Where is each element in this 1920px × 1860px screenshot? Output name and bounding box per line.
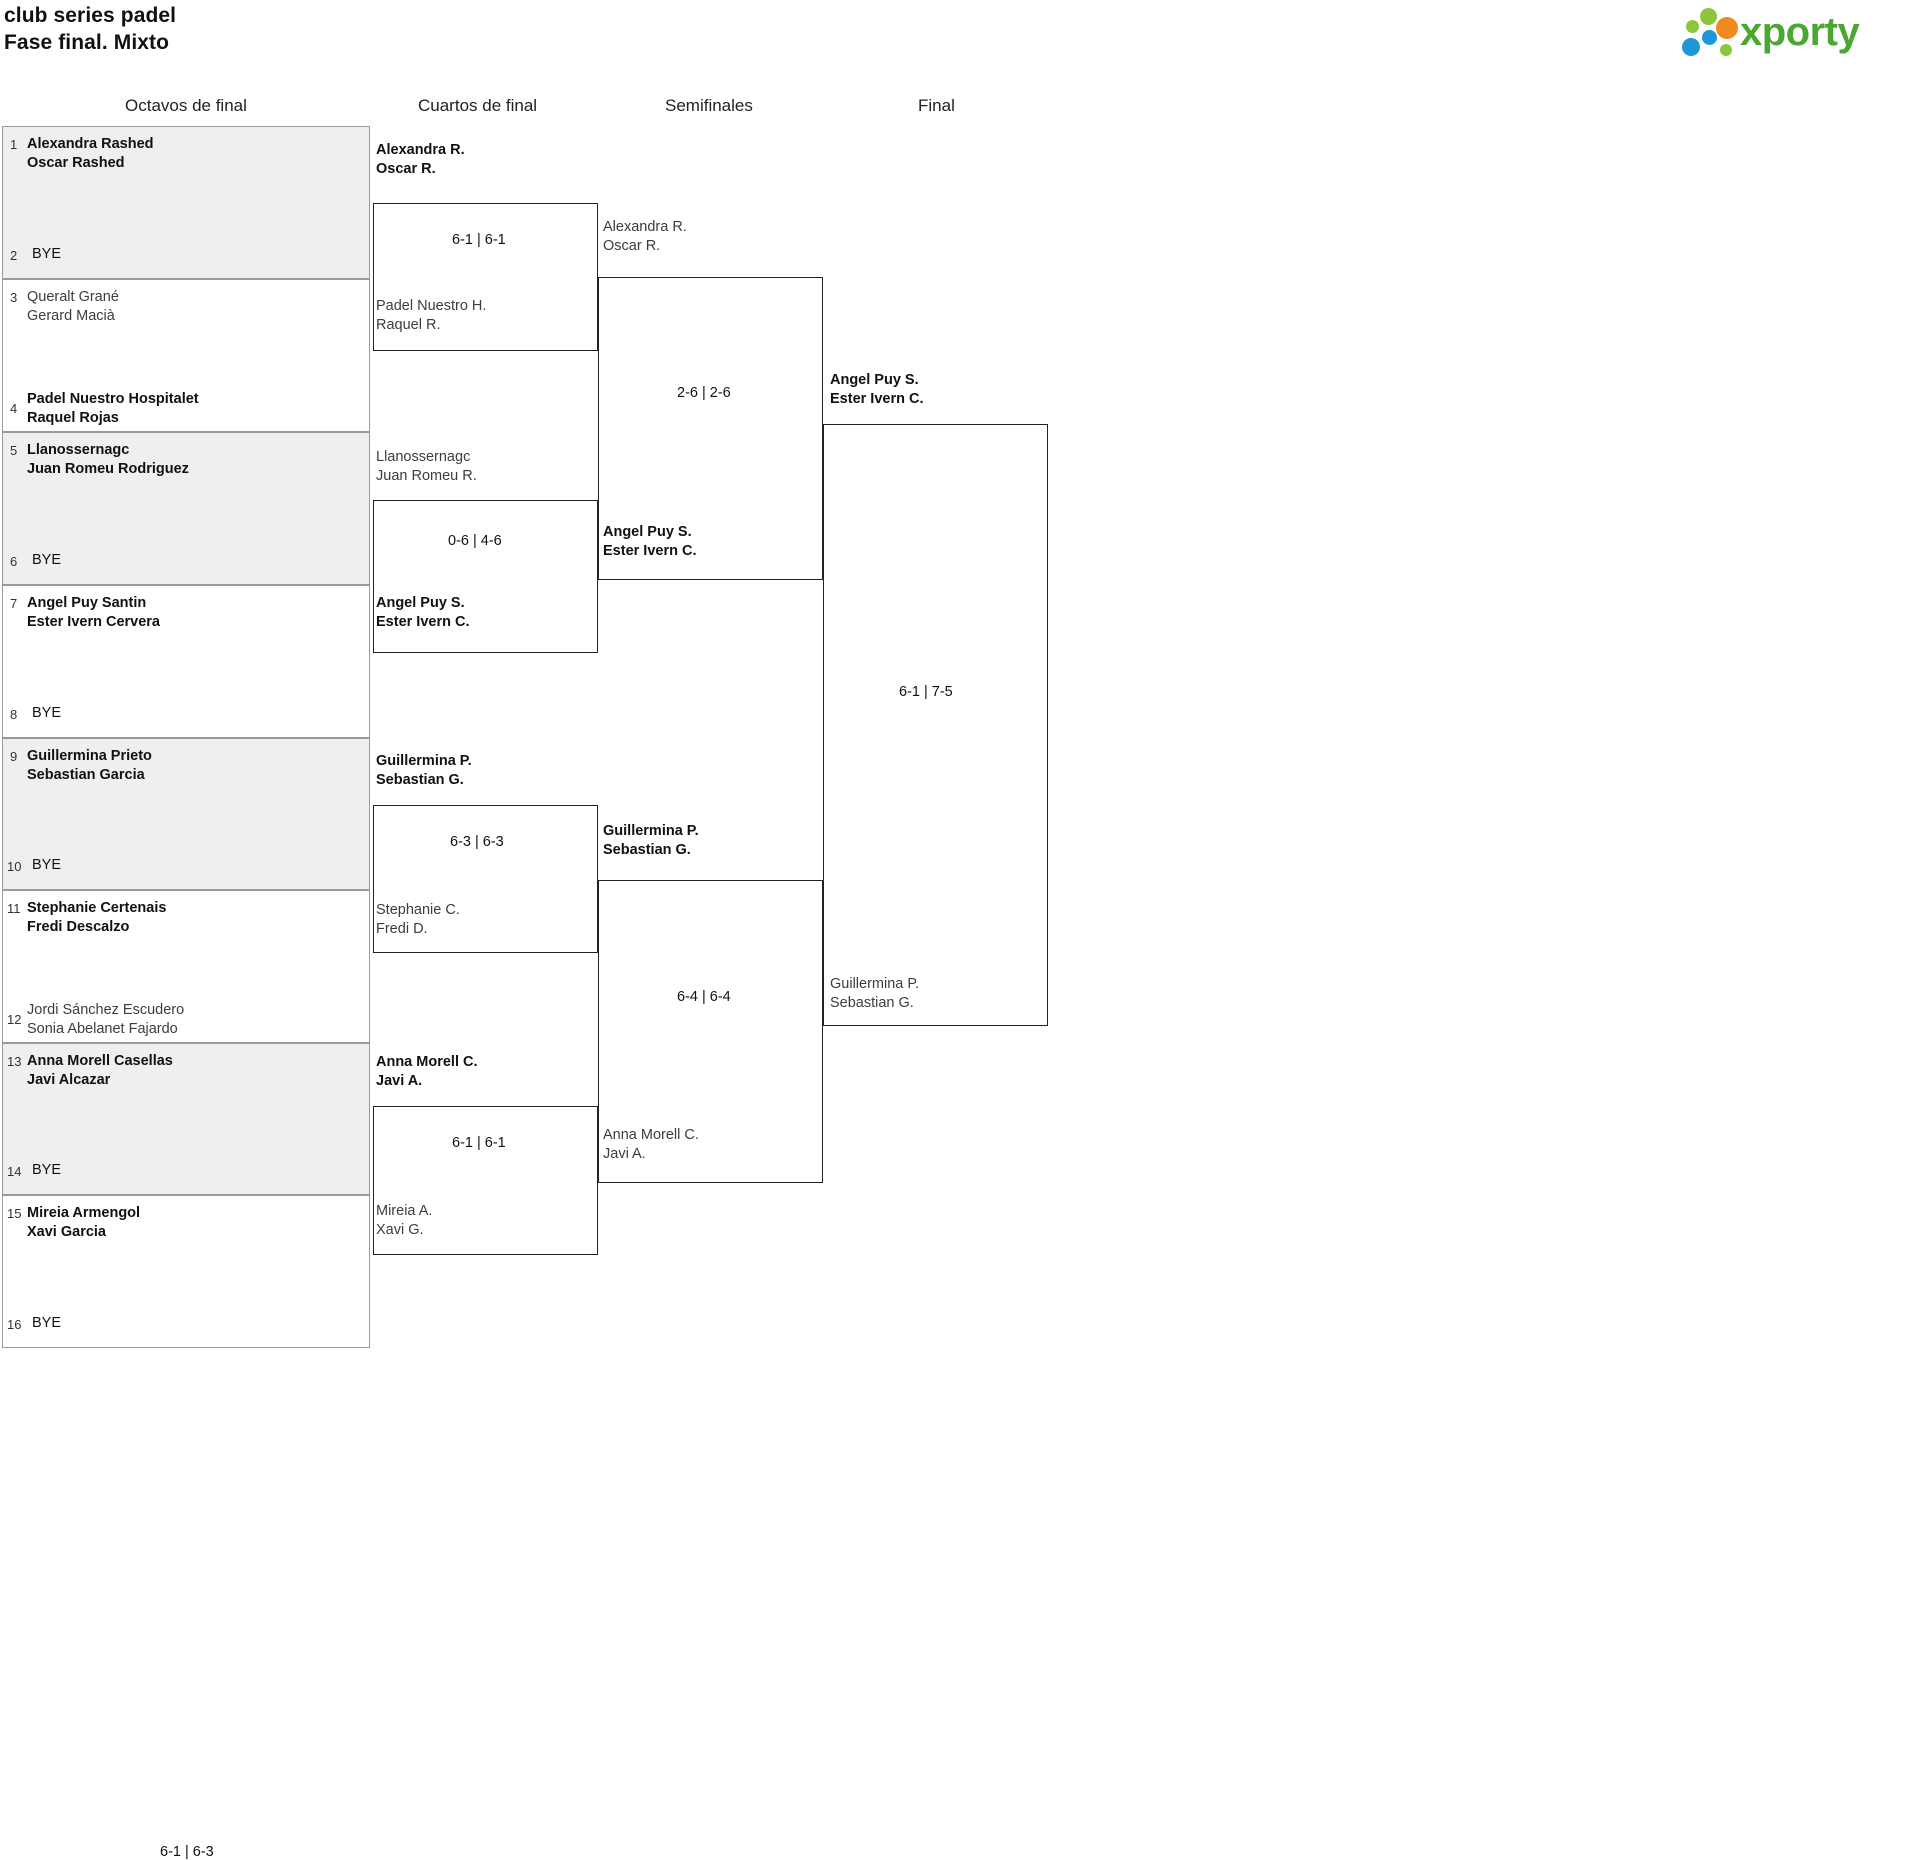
- player-line-1: Anna Morell Casellas: [27, 1053, 173, 1069]
- player-line-1: Llanossernagc: [27, 442, 130, 458]
- seed-number: 3: [10, 290, 18, 305]
- bye-label: BYE: [32, 705, 62, 721]
- match-score: 6-1 | 6-1: [452, 232, 506, 248]
- player-line-2: Ester Ivern C.: [830, 390, 924, 407]
- player-line-2: Javi Alcazar: [27, 1071, 111, 1088]
- seed-number: 13: [7, 1054, 22, 1069]
- match-score: 6-4 | 6-4: [677, 989, 731, 1005]
- seed-pair-2[interactable]: [2, 279, 370, 432]
- quarter-3-top: [376, 752, 472, 789]
- player-line-1: Guillermina P.: [830, 976, 920, 992]
- seed-number: 16: [7, 1317, 22, 1332]
- player-line-1: Alexandra Rashed: [27, 136, 154, 152]
- seed-number: 6: [10, 554, 18, 569]
- player-line-2: Sebastian G.: [830, 994, 914, 1011]
- player-line-1: Mireia A.: [376, 1203, 433, 1219]
- bye-label: BYE: [32, 1315, 62, 1331]
- quarter-4-bottom: [376, 1202, 432, 1239]
- seed-player-names: [27, 899, 166, 936]
- seed-pair-3[interactable]: [2, 432, 370, 585]
- player-line-2: Ester Ivern C.: [603, 542, 697, 559]
- player-line-2: Javi A.: [603, 1145, 646, 1162]
- page-header: [0, 0, 1920, 70]
- player-line-2: Sebastian G.: [376, 771, 464, 788]
- player-line-2: Fredi D.: [376, 920, 428, 937]
- player-line-2: Sonia Abelanet Fajardo: [27, 1020, 178, 1037]
- match-score: 2-6 | 2-6: [677, 385, 731, 401]
- quarter-4-top: [376, 1053, 478, 1090]
- player-line-1: Jordi Sánchez Escudero: [27, 1002, 185, 1018]
- semi-2-bottom: [603, 1126, 699, 1163]
- bye-label: BYE: [32, 1162, 62, 1178]
- bye-label: BYE: [32, 552, 62, 568]
- player-line-2: Sebastian G.: [603, 841, 691, 858]
- seed-pair-8[interactable]: [2, 1195, 370, 1348]
- bye-label: BYE: [32, 246, 62, 262]
- quarter-2-top: [376, 448, 477, 485]
- final-bottom: [830, 975, 919, 1012]
- player-line-1: Angel Puy S.: [376, 595, 465, 611]
- player-line-2: Ester Ivern C.: [376, 613, 470, 630]
- tournament-title: [4, 2, 176, 56]
- player-line-1: Guillermina P.: [376, 753, 472, 769]
- player-line-2: Xavi G.: [376, 1221, 424, 1238]
- round-title-cuartos: Cuartos de final: [418, 96, 538, 115]
- player-line-1: Stephanie C.: [376, 902, 460, 918]
- player-line-2: Sebastian Garcia: [27, 766, 145, 783]
- seed-player-names: [27, 1001, 184, 1038]
- seed-number: 8: [10, 707, 18, 722]
- player-line-1: Alexandra R.: [376, 142, 465, 158]
- player-line-2: Oscar Rashed: [27, 154, 125, 171]
- player-line-2: Xavi Garcia: [27, 1223, 106, 1240]
- quarter-1-bottom: [376, 297, 486, 334]
- seed-player-names: [27, 1052, 173, 1089]
- semi-1-bottom: [603, 523, 697, 560]
- logo-wordmark: xporty: [1740, 10, 1860, 54]
- xporty-logo[interactable]: [1682, 6, 1902, 60]
- seed-number: 2: [10, 248, 18, 263]
- seed-number: 11: [7, 901, 21, 916]
- final-match[interactable]: [823, 424, 1048, 1026]
- player-line-1: Angel Puy Santin: [27, 595, 147, 611]
- player-line-2: Raquel R.: [376, 316, 441, 333]
- final-top: [830, 371, 924, 408]
- player-line-2: Fredi Descalzo: [27, 918, 130, 935]
- match-score: 6-1 | 6-3: [160, 1844, 214, 1860]
- seed-player-names: [27, 1204, 140, 1241]
- seed-player-names: [27, 288, 119, 325]
- player-line-1: Anna Morell C.: [603, 1127, 699, 1143]
- seed-number: 4: [10, 401, 18, 416]
- quarter-1-top: [376, 141, 465, 178]
- player-line-2: Javi A.: [376, 1072, 423, 1089]
- player-line-1: Padel Nuestro Hospitalet: [27, 391, 199, 407]
- seed-number: 7: [10, 596, 18, 611]
- player-line-1: Stephanie Certenais: [27, 900, 167, 916]
- seed-player-names: [27, 390, 199, 427]
- seed-number: 12: [7, 1012, 22, 1027]
- round-title-final: Final: [918, 96, 955, 115]
- seed-pair-5[interactable]: [2, 738, 370, 890]
- tournament-phase: Fase final. Mixto: [4, 31, 170, 54]
- match-score: 6-1 | 6-1: [452, 1135, 506, 1151]
- semi-1-top: [603, 218, 687, 255]
- seed-number: 9: [10, 749, 18, 764]
- round-title-octavos: Octavos de final: [125, 96, 247, 115]
- player-line-2: Oscar R.: [376, 160, 436, 177]
- quarter-3-bottom: [376, 901, 460, 938]
- seed-number: 5: [10, 443, 18, 458]
- player-line-2: Juan Romeu Rodriguez: [27, 460, 189, 477]
- seed-pair-1[interactable]: [2, 126, 370, 279]
- seed-number: 10: [7, 859, 22, 874]
- player-line-1: Guillermina Prieto: [27, 748, 152, 764]
- seed-number: 14: [7, 1164, 22, 1179]
- bye-label: BYE: [32, 857, 62, 873]
- quarter-2-bottom: [376, 594, 470, 631]
- player-line-2: Oscar R.: [603, 237, 661, 254]
- player-line-1: Queralt Grané: [27, 289, 119, 305]
- match-score: 0-6 | 4-6: [448, 533, 502, 549]
- seed-pair-4[interactable]: [2, 585, 370, 738]
- semi-2-top: [603, 822, 699, 859]
- seed-number: 1: [10, 137, 18, 152]
- seed-player-names: [27, 441, 189, 478]
- seed-player-names: [27, 594, 160, 631]
- player-line-1: Llanossernagc: [376, 449, 471, 465]
- seed-player-names: [27, 747, 152, 784]
- seed-pair-7[interactable]: [2, 1043, 370, 1195]
- seed-player-names: [27, 135, 154, 172]
- match-score: 6-3 | 6-3: [450, 834, 504, 850]
- player-line-1: Angel Puy S.: [830, 372, 919, 388]
- round-title-semifinales: Semifinales: [665, 96, 753, 115]
- player-line-1: Mireia Armengol: [27, 1205, 141, 1221]
- player-line-2: Raquel Rojas: [27, 409, 119, 426]
- player-line-2: Juan Romeu R.: [376, 467, 477, 484]
- player-line-2: Gerard Macià: [27, 307, 115, 324]
- seed-number: 15: [7, 1206, 22, 1221]
- player-line-2: Ester Ivern Cervera: [27, 613, 160, 630]
- player-line-1: Anna Morell C.: [376, 1054, 478, 1070]
- tournament-name: club series padel: [4, 4, 177, 27]
- player-line-1: Angel Puy S.: [603, 524, 692, 540]
- player-line-1: Alexandra R.: [603, 219, 687, 235]
- match-score: 6-1 | 7-5: [899, 684, 953, 700]
- player-line-1: Padel Nuestro H.: [376, 298, 487, 314]
- logo-dots-icon: [1682, 8, 1738, 58]
- player-line-1: Guillermina P.: [603, 823, 699, 839]
